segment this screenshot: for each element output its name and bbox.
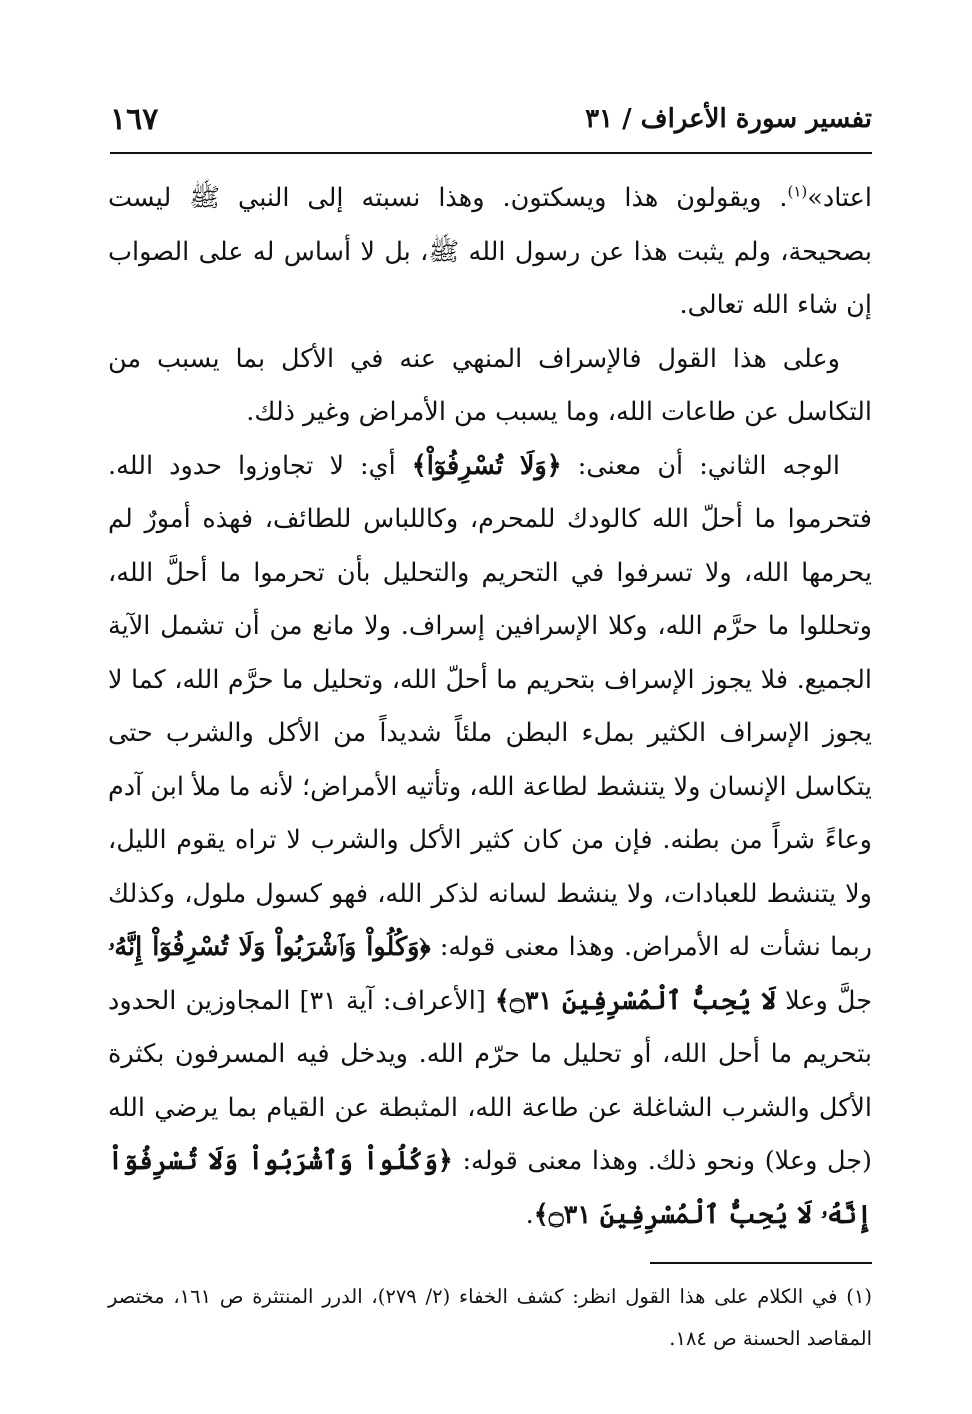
paragraph-2: وعلى هذا القول فالإسراف المنهي عنه في الأكل بما يسبب من التكاسل عن طاعات الله، وما يسبب من الأمراض وغير ذلك. xyxy=(108,343,872,427)
footnote-rule xyxy=(650,1262,872,1264)
quran-quote-4: ﴿وَكُلُواْ وَٱشْرَبُواْ وَلَا تُسْرِفُوٓاْ إِنَّهُۥ لَا يُحِبُّ ٱلْمُسْرِفِينَ ۝٣١﴾ xyxy=(108,1146,872,1230)
footnote-ref: (١) xyxy=(787,182,808,201)
paragraph-3-text-2: أي: لا تجاوزوا حدود الله. فتحرموا ما أحلّ الله كالودك للمحرم، وكاللباس للطائف، فهذه أمورٌ لم يحرمها الله، ولا تسرفوا في التحريم والتحليل بأن تحرموا ما أحلَّ الله، وتحللوا ما حرَّم الله، وكلا الإسرافين إسراف. ولا مانع من أن تشمل الآية الجميع. فلا يجوز الإسراف بتحريم ما أحلّ الله، وتحليل ما حرَّم الله، كما لا يجوز الإسراف الكثير بملء البطن ملئاً شديداً من الأكل والشرب حتى يتكاسل الإنسان ولا يتنشط لطاعة الله، وتأتيه الأمراض؛ لأنه ما ملأ ابن آدم وعاءً شراً من بطنه. فإن من كان كثير الأكل والشرب لا تراه يقوم الليل، ولا يتنشط للعبادات، ولا ينشط لسانه لذكر الله، فهو كسول ملول، وكذلك ربما نشأت له الأمراض. وهذا معنى قوله: xyxy=(108,450,872,962)
paragraph-1-rest: . ويقولون هذا ويسكتون. وهذا نسبته إلى النبي ﷺ ليست بصحيحة، ولم يثبت هذا عن رسول الله ﷺ، بل لا أساس له على الصواب إن شاء الله تعالى. xyxy=(108,183,872,320)
footnotes xyxy=(108,1276,872,1360)
footnote-1: (١) في الكلام على هذا القول انظر: كشف الخفاء (٢/ ٢٧٩)، الدرر المنتثرة ص ١٦١، مختصر المقاصد الحسنة ص ١٨٤. xyxy=(108,1285,872,1350)
paragraph-1 xyxy=(108,172,872,333)
quran-quote-2: ﴿وَكُلُواْ وَٱشْرَبُواْ وَلَا تُسْرِفُوٓاْ إِنَّهُۥ xyxy=(108,932,431,962)
paragraph-3-text-1: الوجه الثاني: أن معنى: xyxy=(561,450,840,481)
paragraph-3-text-3: جلَّ وعلا xyxy=(776,985,872,1016)
quran-quote-1: ﴿وَلَا تُسْرِفُوٓاْ﴾ xyxy=(411,450,562,481)
quran-quote-3: لَا يُحِبُّ ٱلْمُسْرِفِينَ ۝٣١﴾ xyxy=(494,985,777,1016)
paragraph-3-text-4: [الأعراف: آية ٣١] المجاوزين الحدود بتحريم ما أحل الله، أو تحليل ما حرّم الله. ويدخل فيه المسرفون بكثرة الأكل والشرب الشاغلة عن طاعة الله، المثبطة عن القيام بما يرضي الله (جل وعلا) ونحو ذلك. وهذا معنى قوله: xyxy=(108,985,872,1176)
paragraph-1-start: اعتاد» xyxy=(807,183,872,213)
running-header xyxy=(110,100,872,144)
main-text xyxy=(108,172,872,1242)
header-title: تفسير سورة الأعراف / ٣١ xyxy=(585,104,872,134)
paragraph-3-text-5: . xyxy=(525,1199,534,1230)
paragraph-3 xyxy=(108,440,872,1243)
header-rule xyxy=(110,152,872,154)
page-number: ١٦٧ xyxy=(110,102,159,137)
